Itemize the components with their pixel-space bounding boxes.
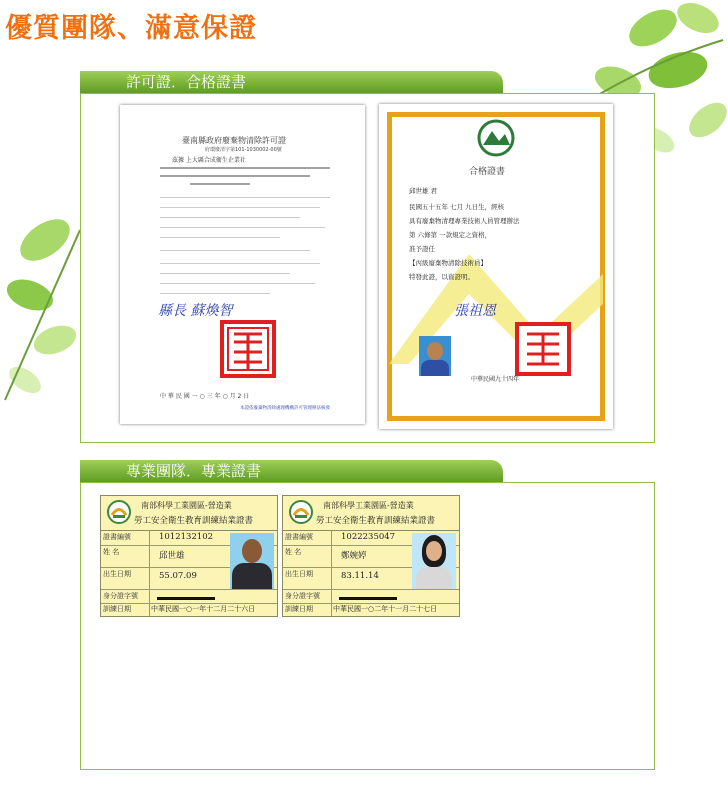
redacted-id-bar (157, 597, 215, 600)
holder-name: 邱世雄 君 (409, 187, 438, 195)
card-title: 勞工安全衛生教育訓練結業證書 (134, 516, 254, 526)
card-org: 南部科學工業園區-營造業 (141, 501, 232, 510)
permit-date: 中 華 民 國 一 ○ 三 年 ○ 月 2 日 (160, 393, 250, 400)
card-cert-no: 1012132102 (159, 532, 214, 542)
training-certificate-card[interactable] (100, 495, 278, 617)
card-label: 出生日期 (103, 570, 131, 578)
permit-signer: 縣長 蘇煥智 (158, 303, 233, 319)
holder-photo (419, 336, 451, 376)
card-name: 邱世雄 (159, 551, 185, 561)
qualification-line: 【丙級廢棄物清除技術員】 (409, 259, 487, 267)
card-label: 證書編號 (103, 533, 131, 541)
card-label: 訓練日期 (285, 605, 313, 613)
permit-org: 茲據 上大縣合成衛生企業社 (172, 157, 246, 164)
park-logo-icon (289, 500, 313, 524)
card-label: 證書編號 (285, 533, 313, 541)
section-title-team: 專業團隊．專業證書 (80, 460, 503, 482)
qualification-line: 特發此證，以資證明。 (409, 273, 474, 281)
card-label: 姓 名 (285, 548, 302, 556)
card-photo (412, 533, 456, 589)
training-certificate-card[interactable] (282, 495, 460, 617)
permit-heading: 臺南縣政府廢棄物清除許可證 (182, 136, 286, 145)
qualification-line: 具有廢棄物清理專業技術人員管理辦法 (409, 217, 520, 225)
card-dob: 55.07.09 (159, 571, 197, 581)
page-title: 優質團隊、滿意保證 (5, 13, 257, 44)
park-logo-icon (107, 500, 131, 524)
epa-logo-icon (477, 119, 515, 157)
red-seal-icon (515, 322, 571, 376)
permit-document[interactable] (120, 105, 365, 424)
card-photo (230, 533, 274, 589)
qualification-date: 中華民國九十四年 (471, 376, 520, 383)
section-title-permits: 許可證．合格證書 (80, 71, 503, 93)
card-name: 鄭婉婷 (341, 551, 367, 561)
card-label: 身分證字號 (285, 592, 320, 600)
qualification-signer: 張祖恩 (454, 303, 496, 319)
qualification-line: 准予證任 (409, 245, 435, 253)
permit-note: 本證依廢棄物清除處理機構許可管理辦法核發 (240, 406, 330, 411)
card-train-date: 中華民國一○一年十二月二十六日 (151, 605, 256, 613)
card-label: 出生日期 (285, 570, 313, 578)
card-train-date: 中華民國一○二年十一月二十七日 (333, 605, 438, 613)
card-dob: 83.11.14 (341, 571, 379, 581)
permit-number: 府環廢清字第101-1030002-00號 (205, 147, 282, 153)
card-label: 身分證字號 (103, 592, 138, 600)
red-seal-icon (220, 320, 276, 378)
card-org: 南部科學工業園區-營造業 (323, 501, 414, 510)
redacted-id-bar (339, 597, 397, 600)
card-label: 姓 名 (103, 548, 120, 556)
qualification-certificate[interactable] (379, 104, 613, 429)
card-title: 勞工安全衛生教育訓練結業證書 (316, 516, 436, 526)
card-label: 訓練日期 (103, 605, 131, 613)
card-cert-no: 1022235047 (341, 532, 396, 542)
qualification-title: 合格證書 (469, 167, 506, 177)
qualification-line: 民國五十五年 七月 九日生，經核 (409, 203, 505, 211)
qualification-line: 第 六條第 一款規定之資格， (409, 231, 492, 239)
